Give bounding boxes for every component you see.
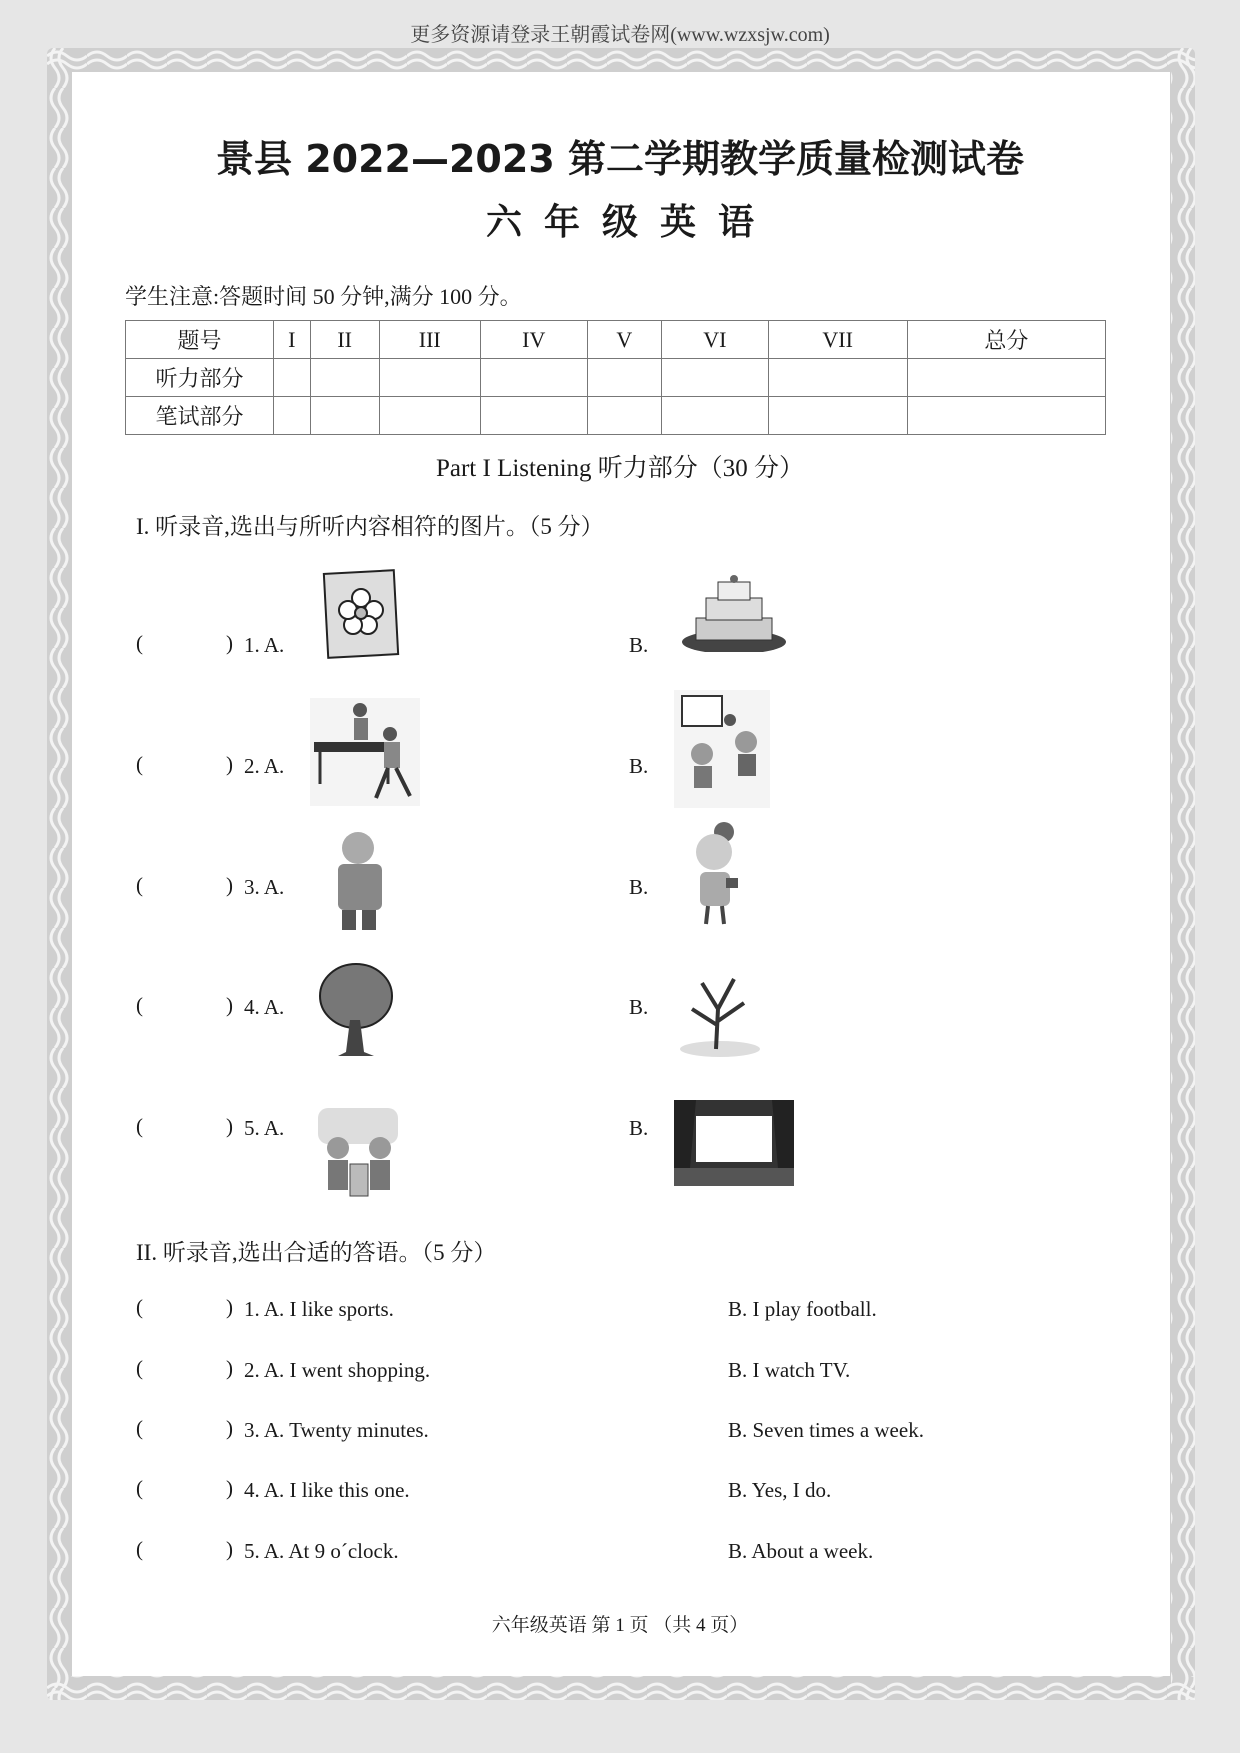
part-heading: Part I Listening 听力部分（30 分） <box>435 455 805 482</box>
score-cell[interactable] <box>379 359 480 397</box>
header-cell: VI <box>662 321 769 359</box>
answer-blank-close: ) <box>226 631 233 655</box>
option-b-picture[interactable] <box>672 965 768 1057</box>
option-a-picture[interactable] <box>322 828 394 934</box>
score-cell[interactable] <box>768 397 907 435</box>
row-label: 听力部分 <box>126 359 274 397</box>
score-cell[interactable] <box>662 397 769 435</box>
answer-blank[interactable]: ( <box>136 631 143 655</box>
header-cell: II <box>310 321 379 359</box>
score-cell[interactable] <box>662 359 769 397</box>
score-cell[interactable] <box>907 397 1105 435</box>
option-a-text: 4. A. I like this one. <box>244 1478 410 1502</box>
option-a-text: 1. A. I like sports. <box>244 1297 394 1321</box>
score-cell[interactable] <box>768 359 907 397</box>
option-a-picture[interactable] <box>318 568 408 660</box>
option-b-text: B. About a week. <box>728 1539 874 1563</box>
answer-blank-close: ) <box>226 1356 233 1380</box>
answer-blank[interactable]: ( <box>136 1356 143 1380</box>
answer-blank-close: ) <box>226 1114 233 1138</box>
score-cell[interactable] <box>274 397 311 435</box>
answer-blank-close: ) <box>226 1476 233 1500</box>
question-number: 1. A. <box>244 633 285 657</box>
header-cell: V <box>587 321 661 359</box>
question-number: 5. A. <box>244 1116 285 1140</box>
answer-blank-close: ) <box>226 1295 233 1319</box>
score-cell[interactable] <box>907 359 1105 397</box>
option-b-picture[interactable] <box>674 1100 794 1186</box>
header-cell: I <box>274 321 311 359</box>
option-a-text: 3. A. Twenty minutes. <box>244 1418 429 1442</box>
score-row-listening <box>126 359 1106 397</box>
answer-blank-close: ) <box>226 873 233 897</box>
header-cell: VII <box>768 321 907 359</box>
exam-title: 景县 2022—2023 第二学期教学质量检测试卷 <box>216 137 1024 181</box>
header-cell: III <box>379 321 480 359</box>
answer-blank[interactable]: ( <box>136 1114 143 1138</box>
answer-blank[interactable]: ( <box>136 1537 143 1561</box>
option-b-label: B. <box>629 754 649 778</box>
answer-blank[interactable]: ( <box>136 1476 143 1500</box>
option-b-label: B. <box>629 995 649 1019</box>
answer-blank-close: ) <box>226 1416 233 1440</box>
section-1-heading: I. 听录音,选出与所听内容相符的图片。（5 分） <box>136 514 604 539</box>
header-cell: 总分 <box>907 321 1105 359</box>
answer-blank[interactable]: ( <box>136 1295 143 1319</box>
option-a-text: 2. A. I went shopping. <box>244 1358 431 1382</box>
answer-blank-close: ) <box>226 752 233 776</box>
option-a-picture[interactable] <box>316 960 396 1058</box>
option-b-label: B. <box>629 1116 649 1140</box>
score-cell[interactable] <box>310 359 379 397</box>
option-b-label: B. <box>629 633 649 657</box>
option-b-text: B. I watch TV. <box>728 1358 851 1382</box>
question-number: 2. A. <box>244 754 285 778</box>
score-cell[interactable] <box>587 397 661 435</box>
answer-blank-close: ) <box>226 993 233 1017</box>
score-cell[interactable] <box>310 397 379 435</box>
header-cell: 题号 <box>126 321 274 359</box>
score-cell[interactable] <box>480 397 587 435</box>
option-b-picture[interactable] <box>674 690 770 808</box>
score-table <box>125 320 1106 435</box>
exam-subtitle: 六年级英语 <box>485 202 776 243</box>
option-b-picture[interactable] <box>676 820 748 926</box>
section-2-heading: II. 听录音,选出合适的答语。（5 分） <box>136 1240 497 1265</box>
option-b-text: B. Yes, I do. <box>728 1478 832 1502</box>
score-cell[interactable] <box>587 359 661 397</box>
option-b-picture[interactable] <box>674 570 794 652</box>
answer-blank[interactable]: ( <box>136 873 143 897</box>
page-footer: 六年级英语 第 1 页 （共 4 页） <box>491 1615 749 1636</box>
exam-page <box>72 72 1170 1676</box>
answer-blank[interactable]: ( <box>136 993 143 1017</box>
answer-blank-close: ) <box>226 1537 233 1561</box>
student-notice: 学生注意:答题时间 50 分钟,满分 100 分。 <box>125 284 522 309</box>
score-table-header <box>126 321 1106 359</box>
row-label: 笔试部分 <box>126 397 274 435</box>
question-number: 4. A. <box>244 995 285 1019</box>
question-number: 3. A. <box>244 875 285 899</box>
option-a-picture[interactable] <box>310 698 420 806</box>
score-row-writing <box>126 397 1106 435</box>
header-cell: IV <box>480 321 587 359</box>
score-cell[interactable] <box>379 397 480 435</box>
option-b-text: B. Seven times a week. <box>728 1418 924 1442</box>
option-b-label: B. <box>629 875 649 899</box>
site-watermark-note: 更多资源请登录王朝霞试卷网(www.wzxsjw.com) <box>410 24 830 46</box>
option-a-text: 5. A. At 9 o´clock. <box>244 1539 399 1563</box>
score-cell[interactable] <box>480 359 587 397</box>
answer-blank[interactable]: ( <box>136 1416 143 1440</box>
answer-blank[interactable]: ( <box>136 752 143 776</box>
option-b-text: B. I play football. <box>728 1297 877 1321</box>
score-cell[interactable] <box>274 359 311 397</box>
option-a-picture[interactable] <box>314 1108 404 1204</box>
